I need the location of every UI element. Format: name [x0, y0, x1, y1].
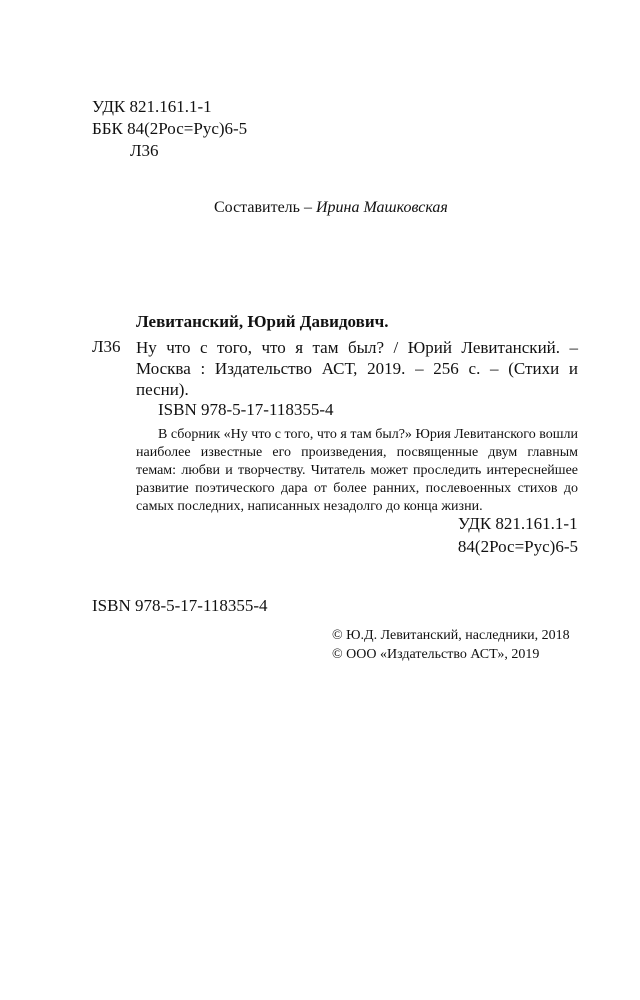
card-bbk: 84(2Рос=Рус)6-5: [457, 537, 578, 556]
copyright-line: © ООО «Издательство АСТ», 2019: [332, 647, 540, 662]
copyright-block: [332, 626, 570, 664]
card-author-mark: Л36: [92, 337, 121, 356]
compiler-name: Ирина Машковская: [315, 199, 448, 216]
author-heading: Левитанский, Юрий Давидович.: [136, 312, 389, 331]
compiler-label: Составитель –: [214, 199, 316, 216]
compiler-line: [214, 199, 448, 217]
card-udk: УДК 821.161.1-1: [457, 514, 578, 533]
classification-block: [92, 96, 247, 162]
isbn-main: ISBN 978-5-17-118355-4: [92, 596, 268, 615]
author-mark: Л36: [130, 141, 159, 160]
copyright-line: © Ю.Д. Левитанский, наследники, 2018: [332, 628, 570, 643]
bbk-code: ББК 84(2Рос=Рус)6-5: [92, 119, 248, 138]
annotation: В сборник «Ну что с того, что я там был?» Юрия Левитанского вошли наиболее известные его произведения, посвященные двум главным темам: любви и творчеству. Читатель может проследить интереснейшее развитие поэтического дара от более ранних, послевоенных стихов до самых последних, написанных незадолго до конца жизни.: [136, 427, 578, 514]
udk-code: УДК 821.161.1-1: [92, 97, 212, 116]
card-codes: [458, 512, 578, 558]
bibliographic-description: Ну что с того, что я там был? / Юрий Левитанский. – Москва : Издательство АСТ, 2019. – 256 с. – (Стихи и песни).: [136, 338, 578, 399]
card-isbn: ISBN 978-5-17-118355-4: [158, 400, 334, 419]
